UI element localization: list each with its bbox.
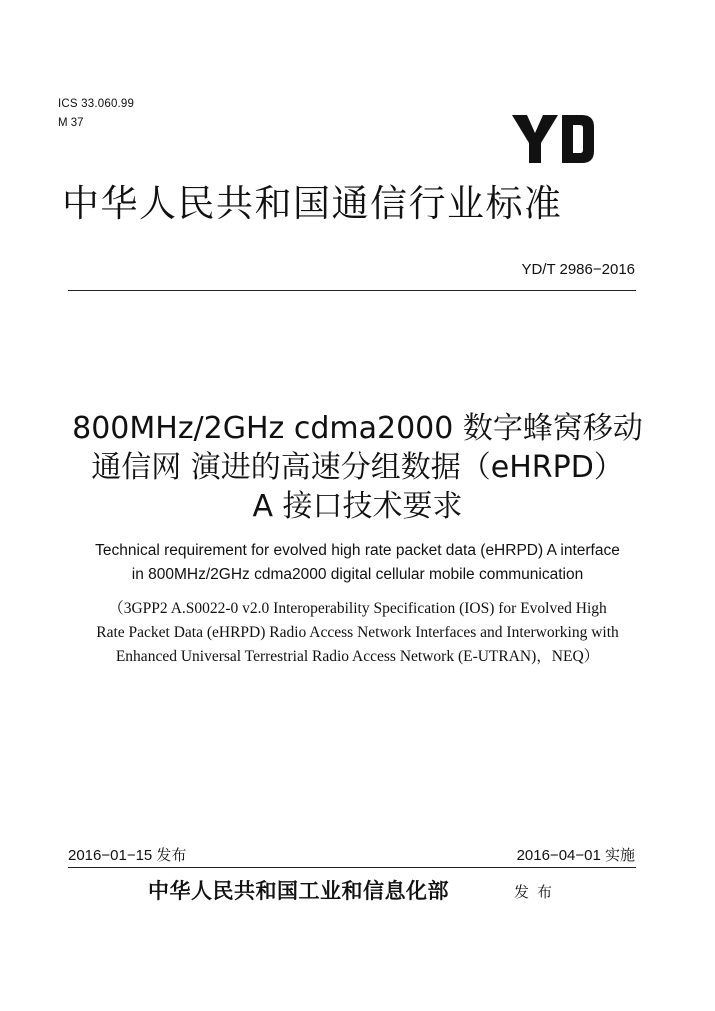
publish-label: 发布 <box>514 883 561 901</box>
equivalence-line-2: Rate Packet Data (eHRPD) Radio Access Network Interfaces and Interworking with <box>96 624 619 641</box>
standard-number: YD/T 2986−2016 <box>521 261 635 278</box>
equivalence-line-3: Enhanced Universal Terrestrial Radio Access Network (E-UTRAN)，NEQ） <box>115 648 600 665</box>
header-divider <box>68 290 636 291</box>
yd-logo <box>510 113 596 165</box>
footer-divider <box>68 867 636 868</box>
chinese-title-line-3: A 接口技术要求 <box>252 489 463 524</box>
ics-code: ICS 33.060.99 <box>58 98 135 110</box>
english-title-line-1: Technical requirement for evolved high rate packet data (eHRPD) A interface <box>95 542 620 559</box>
chinese-title-line-1: 800MHz/2GHz cdma2000 数字蜂窝移动 <box>72 411 643 446</box>
ccs-code: M 37 <box>58 117 84 129</box>
implementation-date: 2016−04−01 实施 <box>516 847 635 864</box>
issue-date: 2016−01−15 发布 <box>68 847 187 864</box>
chinese-title-line-2: 通信网 演进的高速分组数据（eHRPD） <box>91 450 624 485</box>
publisher-name: 中华人民共和国工业和信息化部 <box>148 878 449 903</box>
equivalence-line-1: （3GPP2 A.S0022-0 v2.0 Interoperability Specification (IOS) for Evolved High <box>108 600 607 617</box>
standard-title: 中华人民共和国通信行业标准 <box>62 182 563 225</box>
english-title-line-2: in 800MHz/2GHz cdma2000 digital cellular mobile communication <box>131 566 584 583</box>
